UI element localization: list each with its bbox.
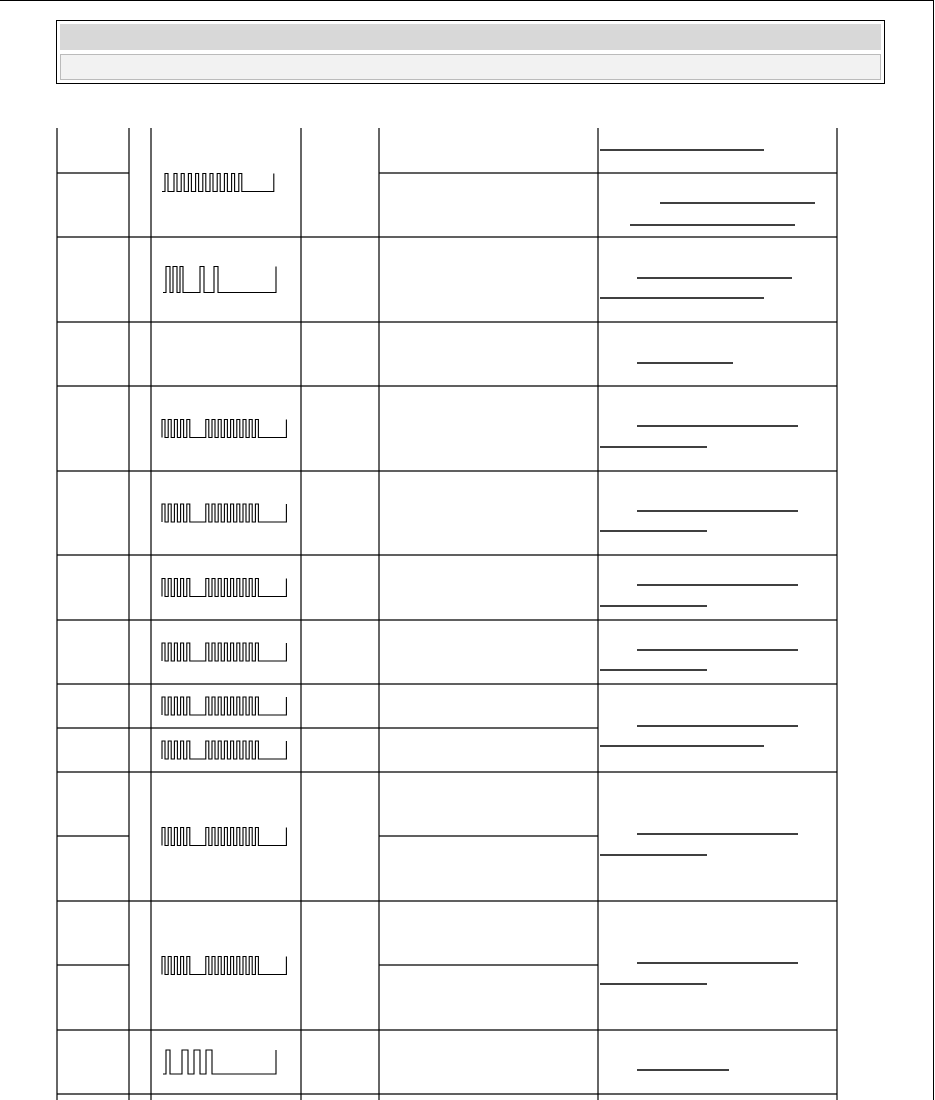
waveform-signal-trace	[162, 643, 286, 661]
waveform-signal-trace	[162, 741, 286, 759]
waveform-signal-trace	[162, 504, 286, 522]
waveform-signal-trace	[162, 697, 286, 715]
waveform-signal-trace	[163, 1050, 276, 1074]
waveform-signal-trace	[162, 174, 274, 192]
waveforms	[162, 174, 286, 1075]
waveform-signal-trace	[162, 828, 286, 846]
waveform-signal-trace	[162, 579, 286, 597]
waveform-signal-trace	[162, 957, 286, 975]
waveform-signal-trace	[162, 420, 286, 438]
table-grid	[57, 128, 837, 1100]
waveform-signal-trace	[163, 267, 276, 293]
reference-links	[600, 150, 815, 1070]
